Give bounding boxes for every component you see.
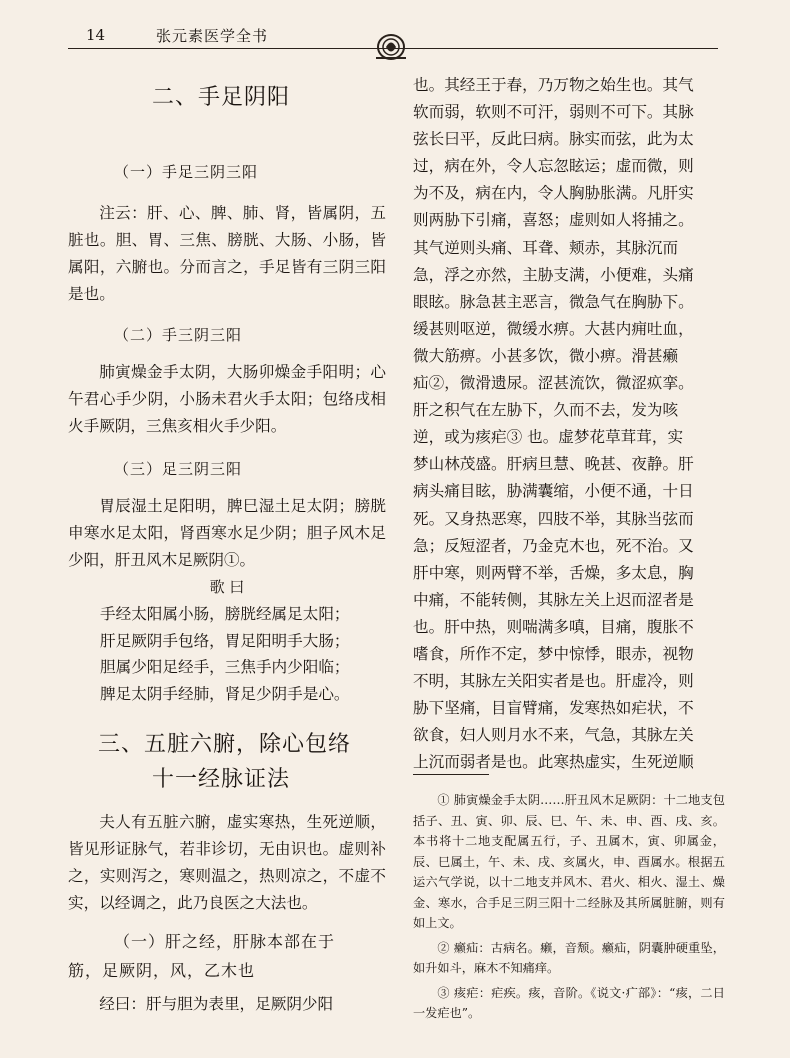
emblem-icon <box>374 32 408 62</box>
book-title: 张元素医学全书 <box>156 27 269 45</box>
text-line: 上沉而弱者是也。此寒热虚实，生死逆顺 <box>413 753 694 772</box>
subsection-title-4-line1: （一）肝之经，肝脉本部在于 <box>114 932 336 951</box>
subsection-title-2: （二）手三阴三阳 <box>114 326 243 344</box>
text-line: 也。肝中热，则喘满多嗔，目痛，腹胀不 <box>413 617 694 636</box>
paragraph-4: 夫人有五脏六腑，虚实寒热，生死逆顺，皆见形证脉气，若非诊切，无由识也。虚则补之，实则泻之，寒则温之，热则凉之，不虚不实，以经调之，此乃良医之大法也。 <box>68 813 386 912</box>
text-line: 欲食，妇人则月水不来，气急，其脉左关 <box>413 726 694 745</box>
text-line: 也。其经王于春，乃万物之始生也。其气 <box>413 76 694 94</box>
song-title: 歌 曰 <box>209 578 245 596</box>
text-line: 眼眩。脉急甚主恶言，微急气在胸胁下。 <box>413 292 694 311</box>
right-column <box>413 72 723 776</box>
text-line: 软而弱，软则不可汗，弱则不可下。其脉 <box>413 103 694 122</box>
text-line: 死。又身热恶寒，四肢不举，其脉当弦而 <box>413 509 694 528</box>
section-title-2: 二、手足阴阳 <box>152 85 291 110</box>
left-column <box>68 80 386 1018</box>
footnotes <box>413 790 725 1024</box>
text-line: 逆，或为痎疟③ 也。虚梦花草茸茸，实 <box>413 428 684 447</box>
text-line: 不明，其脉左关阳实者是也。肝虚冷，则 <box>413 672 694 691</box>
text-line: 其气逆则头痛、耳聋、颊赤，其脉沉而 <box>413 238 679 257</box>
footnote-2: ② 癞疝：古病名。癞，音颓。癞疝，阴囊肿硬重坠，如升如斗，麻木不知痛痒。 <box>413 940 725 975</box>
paragraph-2: 肺寅燥金手太阴，大肠卯燥金手阳明；心午君心手少阴，小肠未君火手太阳；包络戌相火手厥阴，三焦亥相火手少阳。 <box>68 363 386 435</box>
text-line: 缓甚则呕逆，微缓水痹。大甚内痈吐血， <box>413 319 694 338</box>
text-line: 急，浮之亦然，主胁支满，小便难，头痛 <box>413 265 694 284</box>
text-line: 肝之积气在左胁下，久而不去，发为咳 <box>413 401 679 420</box>
text-line: 病头痛目眩，胁满囊缩，小便不通，十日 <box>413 482 694 501</box>
subsection-title-4-line2: 筋，足厥阴，风，乙木也 <box>68 961 256 980</box>
song-line: 脾足太阴手经肺，肾足少阴手是心。 <box>100 684 350 703</box>
section-title-3-line1: 三、五脏六腑，除心包络 <box>98 732 352 757</box>
text-line: 胁下坚痛，目盲臂痛，发寒热如疟状，不 <box>413 699 694 718</box>
song-verse <box>68 601 386 707</box>
song-line: 肝足厥阴手包络，胃足阳明手大肠； <box>100 631 350 650</box>
text-line: 疝②，微滑遗尿。涩甚流饮，微涩疭挛。 <box>413 374 694 393</box>
paragraph-5: 经曰：肝与胆为表里，足厥阴少阳 <box>99 995 334 1013</box>
song-line: 胆属少阳足经手，三焦手内少阳临； <box>100 658 350 676</box>
text-line: 嗜食，所作不定，梦中惊悸，眼赤，视物 <box>413 644 694 663</box>
text-line: 肝中寒，则两臂不举，舌燥，多太息，胸 <box>413 563 694 582</box>
footnote-1: ① 肺寅燥金手太阴……肝丑风木足厥阴：十二地支包括子、丑、寅、卯、辰、巳、午、未、申、酉、戌、亥。本书将十二地支配属五行，子、丑属木，寅、卯属金，辰、巳属土，午、未、戌、亥属火，申、酉属水。根据五运六气学说，以十二地支并风木、君火、相火、湿土、燥金、寒水，合手足三阴三阳十二经脉及其所属脏腑，则有如上文。 <box>413 793 725 930</box>
text-line: 微大筋痹。小甚多饮，微小痹。滑甚癞 <box>413 346 679 365</box>
song-line: 手经太阳属小肠，膀胱经属足太阳； <box>100 605 350 623</box>
text-line: 梦山林茂盛。肝病旦慧、晚甚、夜静。肝 <box>413 455 694 474</box>
text-line: 过，病在外，令人忘忽眩运；虚而微，则 <box>413 157 694 176</box>
subsection-title-1: （一）手足三阴三阳 <box>114 163 259 181</box>
section-title-3-line2: 十一经脉证法 <box>152 767 291 792</box>
text-line: 为不及，病在内，令人胸胁胀满。凡肝实 <box>413 184 694 203</box>
text-line: 则两胁下引痛，喜怒；虚则如人将捕之。 <box>413 211 694 230</box>
text-line: 中痛，不能转侧，其脉左关上迟而涩者是 <box>413 590 694 609</box>
page-number: 14 <box>86 26 106 44</box>
text-line: 急；反短涩者，乃金克木也，死不治。又 <box>413 536 694 555</box>
text-line: 弦长曰平，反此曰病。脉实而弦，此为太 <box>413 130 694 149</box>
footnote-rule <box>413 774 489 775</box>
paragraph-1: 注云：肝、心、脾、肺、肾，皆属阴，五脏也。胆、胃、三焦、膀胱、大肠、小肠，皆属阳，六腑也。分而言之，手足皆有三阴三阳是也。 <box>68 204 386 303</box>
paragraph-3: 胃辰湿土足阳明，脾巳湿土足太阴；膀胱申寒水足太阳，肾酉寒水足少阴；胆子风木足少阳，肝丑风木足厥阴①。 <box>68 497 386 569</box>
footnote-3: ③ 痎疟：疟疾。痎，音阶。《说文·疒部》：“痎，二日一发疟也”。 <box>413 985 725 1020</box>
subsection-title-3: （三）足三阴三阳 <box>114 460 243 478</box>
